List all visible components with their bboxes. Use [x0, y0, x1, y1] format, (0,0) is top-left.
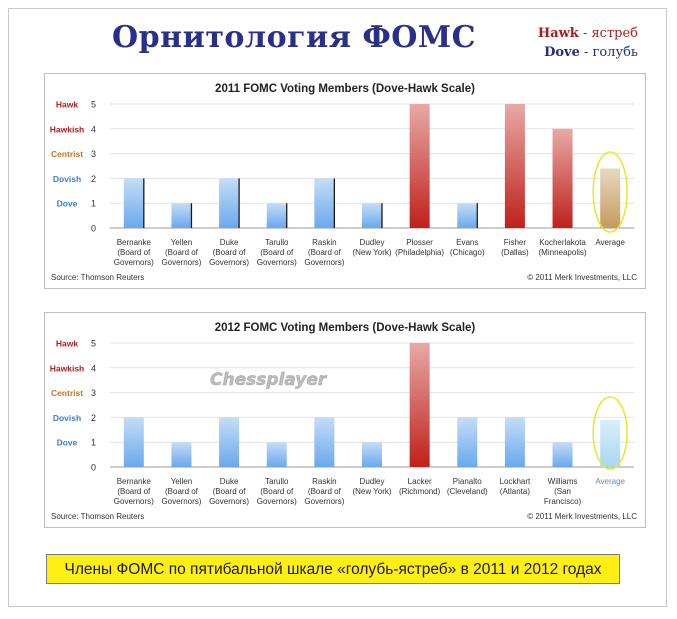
x-tick-label: (Board of	[117, 487, 151, 496]
x-tick-label: Governors)	[256, 258, 297, 267]
x-tick-label: Dudley	[359, 238, 385, 247]
bar	[457, 203, 477, 228]
x-tick-label: (Board of	[307, 487, 341, 496]
bar	[362, 203, 382, 228]
x-tick-label: Yellen	[170, 238, 193, 247]
bar	[314, 417, 334, 467]
legend-dove-word: Dove	[544, 45, 580, 60]
x-tick-label: Bernanke	[116, 477, 151, 486]
bar	[124, 178, 144, 228]
x-tick-label: (Philadelphia)	[395, 248, 445, 257]
legend-dove-line	[522, 43, 638, 62]
x-tick-label: (Richmond)	[398, 487, 441, 496]
bar	[553, 442, 573, 467]
y-tick-label: 5	[90, 99, 96, 110]
scale-label: Centrist	[50, 149, 84, 160]
legend-hawk-translation: - ястреб	[578, 26, 638, 41]
x-tick-label: Governors)	[161, 497, 202, 506]
y-tick-label: 4	[90, 363, 96, 374]
bar	[267, 203, 287, 228]
chart-source: Source: Thomson Reuters	[51, 512, 145, 521]
x-tick-label: Governors)	[304, 258, 345, 267]
x-tick-label: (Board of	[212, 487, 246, 496]
x-tick-label: Average	[595, 477, 626, 486]
chart-2012	[44, 312, 646, 528]
x-tick-label: Pianalto	[452, 477, 482, 486]
legend-hawk-line	[522, 24, 638, 43]
x-tick-label: (Board of	[117, 248, 151, 257]
y-tick-label: 5	[90, 338, 96, 349]
watermark: Chessplayer	[210, 370, 327, 390]
x-tick-label: (Board of	[165, 487, 198, 496]
chart-copyright: © 2011 Merk Investments, LLC	[527, 512, 637, 521]
x-tick-label: Tarullo	[264, 477, 289, 486]
scale-label: Hawk	[55, 338, 79, 349]
scale-label: Dovish	[52, 173, 82, 184]
legend-dove-translation: - голубь	[579, 45, 638, 60]
x-tick-label: (Atlanta)	[499, 487, 531, 496]
x-tick-label: (Board of	[212, 248, 246, 257]
x-tick-label: (Chicago)	[449, 248, 485, 257]
chart-copyright: © 2011 Merk Investments, LLC	[527, 273, 637, 282]
bar	[410, 343, 430, 467]
y-tick-label: 3	[90, 149, 96, 160]
chart-2012-svg	[45, 313, 645, 527]
x-tick-label: (Board of	[165, 248, 198, 257]
bar	[314, 178, 334, 228]
x-tick-label: Governors)	[304, 497, 345, 506]
bar	[505, 104, 525, 228]
bar	[124, 417, 144, 467]
x-tick-label: Duke	[219, 477, 239, 486]
x-tick-label: (Board of	[307, 248, 341, 257]
x-tick-label: Fisher	[503, 238, 527, 247]
x-tick-label: Governors)	[161, 258, 202, 267]
x-tick-label: Evans	[456, 238, 479, 247]
scale-label: Hawk	[55, 99, 79, 110]
x-tick-label: Duke	[219, 238, 239, 247]
y-tick-label: 3	[90, 388, 96, 399]
chart-source: Source: Thomson Reuters	[51, 273, 145, 282]
x-tick-label: Raskin	[312, 477, 337, 486]
x-tick-label: Governors)	[113, 258, 154, 267]
chart-2011	[44, 73, 646, 289]
x-tick-label: Plosser	[406, 238, 433, 247]
y-tick-label: 2	[90, 412, 96, 423]
scale-label: Centrist	[50, 388, 84, 399]
x-tick-label: Tarullo	[264, 238, 289, 247]
y-tick-label: 1	[90, 198, 96, 209]
x-tick-label: Raskin	[312, 238, 337, 247]
y-tick-label: 2	[90, 173, 96, 184]
x-tick-label: (Dallas)	[501, 248, 529, 257]
bar	[219, 178, 239, 228]
bar	[219, 417, 239, 467]
bar	[267, 442, 287, 467]
x-tick-label: (Cleveland)	[446, 487, 488, 496]
x-tick-label: Dudley	[359, 477, 385, 486]
bar	[600, 168, 620, 228]
bar	[410, 104, 430, 228]
chart-title: 2012 FOMC Voting Members (Dove-Hawk Scale)	[214, 322, 476, 334]
x-tick-label: (Board of	[260, 487, 294, 496]
x-tick-label: Yellen	[170, 477, 193, 486]
x-tick-label: Kocherlakota	[539, 238, 586, 247]
x-tick-label: Francisco)	[543, 497, 582, 506]
x-tick-label: Lockhart	[499, 477, 531, 486]
caption-banner: Члены ФОМС по пятибальной шкале «голубь-ястреб» в 2011 и 2012 годах	[46, 554, 620, 584]
scale-label: Hawkish	[49, 124, 85, 135]
scale-label: Hawkish	[49, 363, 85, 374]
x-tick-label: Governors)	[209, 258, 250, 267]
x-tick-label: Governors)	[209, 497, 250, 506]
legend-note	[522, 24, 638, 62]
x-tick-label: (San	[554, 487, 571, 496]
x-tick-label: Bernanke	[116, 238, 151, 247]
scale-label: Dove	[56, 198, 78, 209]
scale-label: Dovish	[52, 412, 82, 423]
chart-title: 2011 FOMC Voting Members (Dove-Hawk Scale)	[215, 83, 475, 95]
x-tick-label: (New York)	[352, 487, 392, 496]
x-tick-label: Governors)	[256, 497, 297, 506]
y-tick-label: 1	[90, 437, 96, 448]
chart-2011-svg	[45, 74, 645, 288]
x-tick-label: (Board of	[260, 248, 294, 257]
bar	[457, 417, 477, 467]
legend-hawk-word: Hawk	[537, 26, 579, 41]
y-tick-label: 0	[90, 223, 96, 234]
page-title: Орнитология ФОМС	[112, 20, 477, 55]
bar	[553, 129, 573, 228]
y-tick-label: 4	[90, 124, 96, 135]
x-tick-label: Governors)	[113, 497, 154, 506]
x-tick-label: (Minneapolis)	[538, 248, 587, 257]
scale-label: Dove	[56, 437, 78, 448]
x-tick-label: Lacker	[407, 477, 432, 486]
x-tick-label: Average	[595, 238, 626, 247]
bar	[171, 442, 191, 467]
x-tick-label: (New York)	[352, 248, 392, 257]
bar	[171, 203, 191, 228]
bar	[505, 417, 525, 467]
y-tick-label: 0	[90, 462, 96, 473]
bar	[600, 420, 620, 467]
bar	[362, 442, 382, 467]
x-tick-label: Williams	[547, 477, 578, 486]
